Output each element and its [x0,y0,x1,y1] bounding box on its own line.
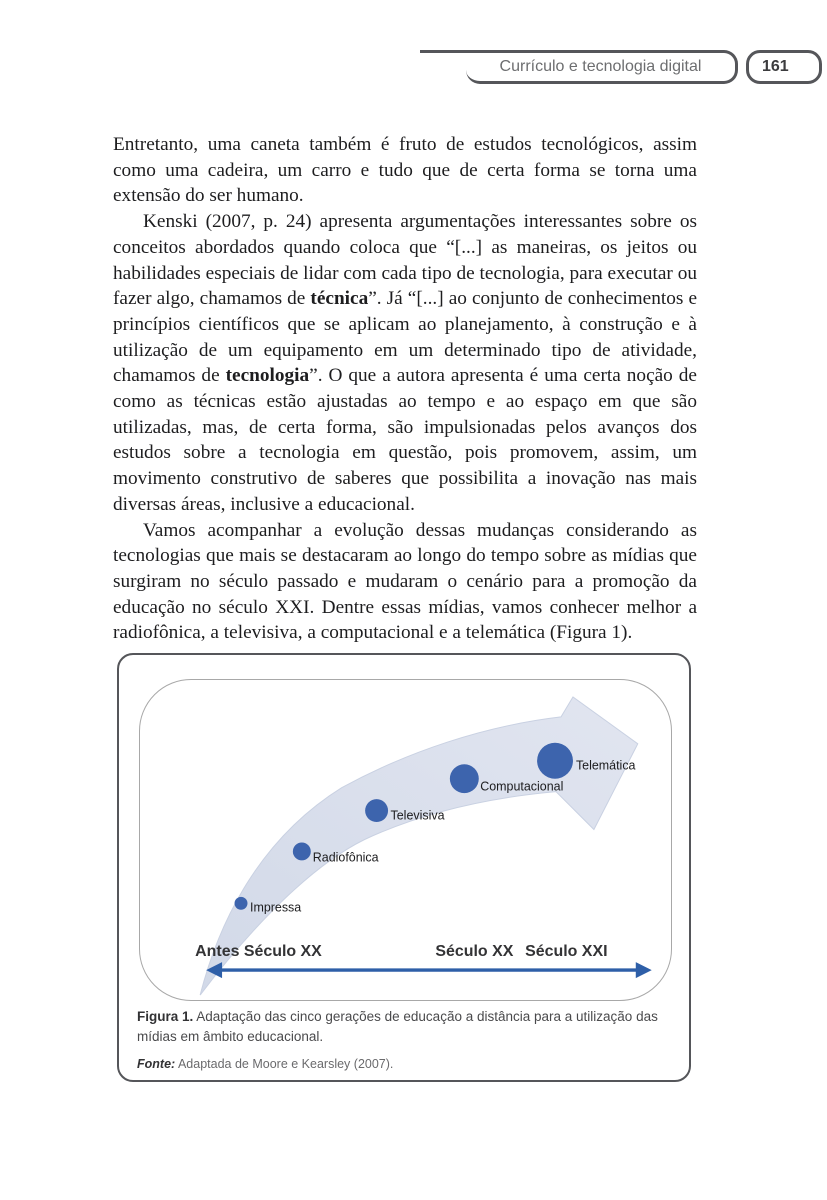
label-impressa: Impressa [249,900,302,915]
figure-caption [137,1007,682,1046]
paragraph-2-seg1: Kenski (2007, p. 24) apresenta argumentações interessantes sobre os conceitos abordados quando coloca que “[...] as maneiras, os jeitos ou habilidades especiais de lidar com cada tipo de tecnologia, para executar ou fazer algo, chamamos de [113,211,697,310]
timeline-label-antes-seculo-xx: Antes Século XX [195,943,322,961]
running-header [466,50,738,84]
diagram-frame [139,679,672,1001]
paragraph-1 [113,132,697,209]
figure-source [137,1057,682,1071]
section-title: Currículo e tecnologia digital [499,58,702,75]
figure-source-text: Adaptada de Moore e Kearsley (2007). [175,1057,394,1071]
label-computacional: Computacional [480,779,564,794]
figure-caption-text: Adaptação das cinco gerações de educação a distância para a utilização das mídias em âmbito educacional. [137,1009,658,1044]
paragraph-2-seg3: ”. Já “[...] ao conjunto de conhecimentos e princípios científicos que se aplicam ao planejamento, à construção e à utilização de um equipamento em um determinado tipo de atividade, chamamos de [113,288,697,387]
timeline-label-seculo-xx: Século XX [435,943,514,961]
circle-radiofonica [293,842,311,860]
body-text-column [113,132,697,646]
paragraph-2 [113,209,697,517]
page-number-box [746,50,822,84]
paragraph-3-text: Vamos acompanhar a evolução dessas mudanças considerando as tecnologias que mais se destacaram ao longo do tempo sobre as mídias que surgiram no século passado e mudaram o cenário para a promoção da educação no século XXI. Dentre essas mídias, vamos conhecer melhor a radiofônica, a televisiva, a computacional e a telemática (Figura 1). [113,519,697,644]
circle-computacional [450,764,479,793]
paragraph-2-seg5: ”. O que a autora apresenta é uma certa noção de como as técnicas estão ajustadas ao tempo e ao espaço em que são utilizadas, mas, de certa forma, são impulsionadas pelos avanços dos estudos sobre a tecnologia em questão, pois promovem, assim, um movimento construtivo de saberes que possibilita a inovação nas mais diversas áreas, inclusive a educacional. [113,365,697,515]
circle-telematica [537,743,573,779]
page-number: 161 [762,58,789,75]
circle-impressa [235,897,248,910]
label-telematica: Telemática [575,758,636,773]
figure-source-label: Fonte: [137,1057,176,1071]
bold-term-tecnica: técnica [310,288,369,310]
label-radiofonica: Radiofônica [312,850,379,865]
paragraph-1-text: Entretanto, uma caneta também é fruto de estudos tecnológicos, assim como uma cadeira, um carro e tudo que de certa forma se torna uma extensão do ser humano. [113,134,697,207]
timeline-double-arrow [206,962,652,978]
figure-caption-label: Figura 1. [137,1009,194,1024]
circle-televisiva [365,799,388,822]
timeline-label-seculo-xxi: Século XXI [525,943,608,961]
bold-term-tecnologia: tecnologia [225,365,310,387]
figure-1-box [117,653,691,1082]
label-televisiva: Televisiva [390,808,445,823]
paragraph-3 [113,518,697,647]
media-evolution-diagram [140,680,671,1000]
